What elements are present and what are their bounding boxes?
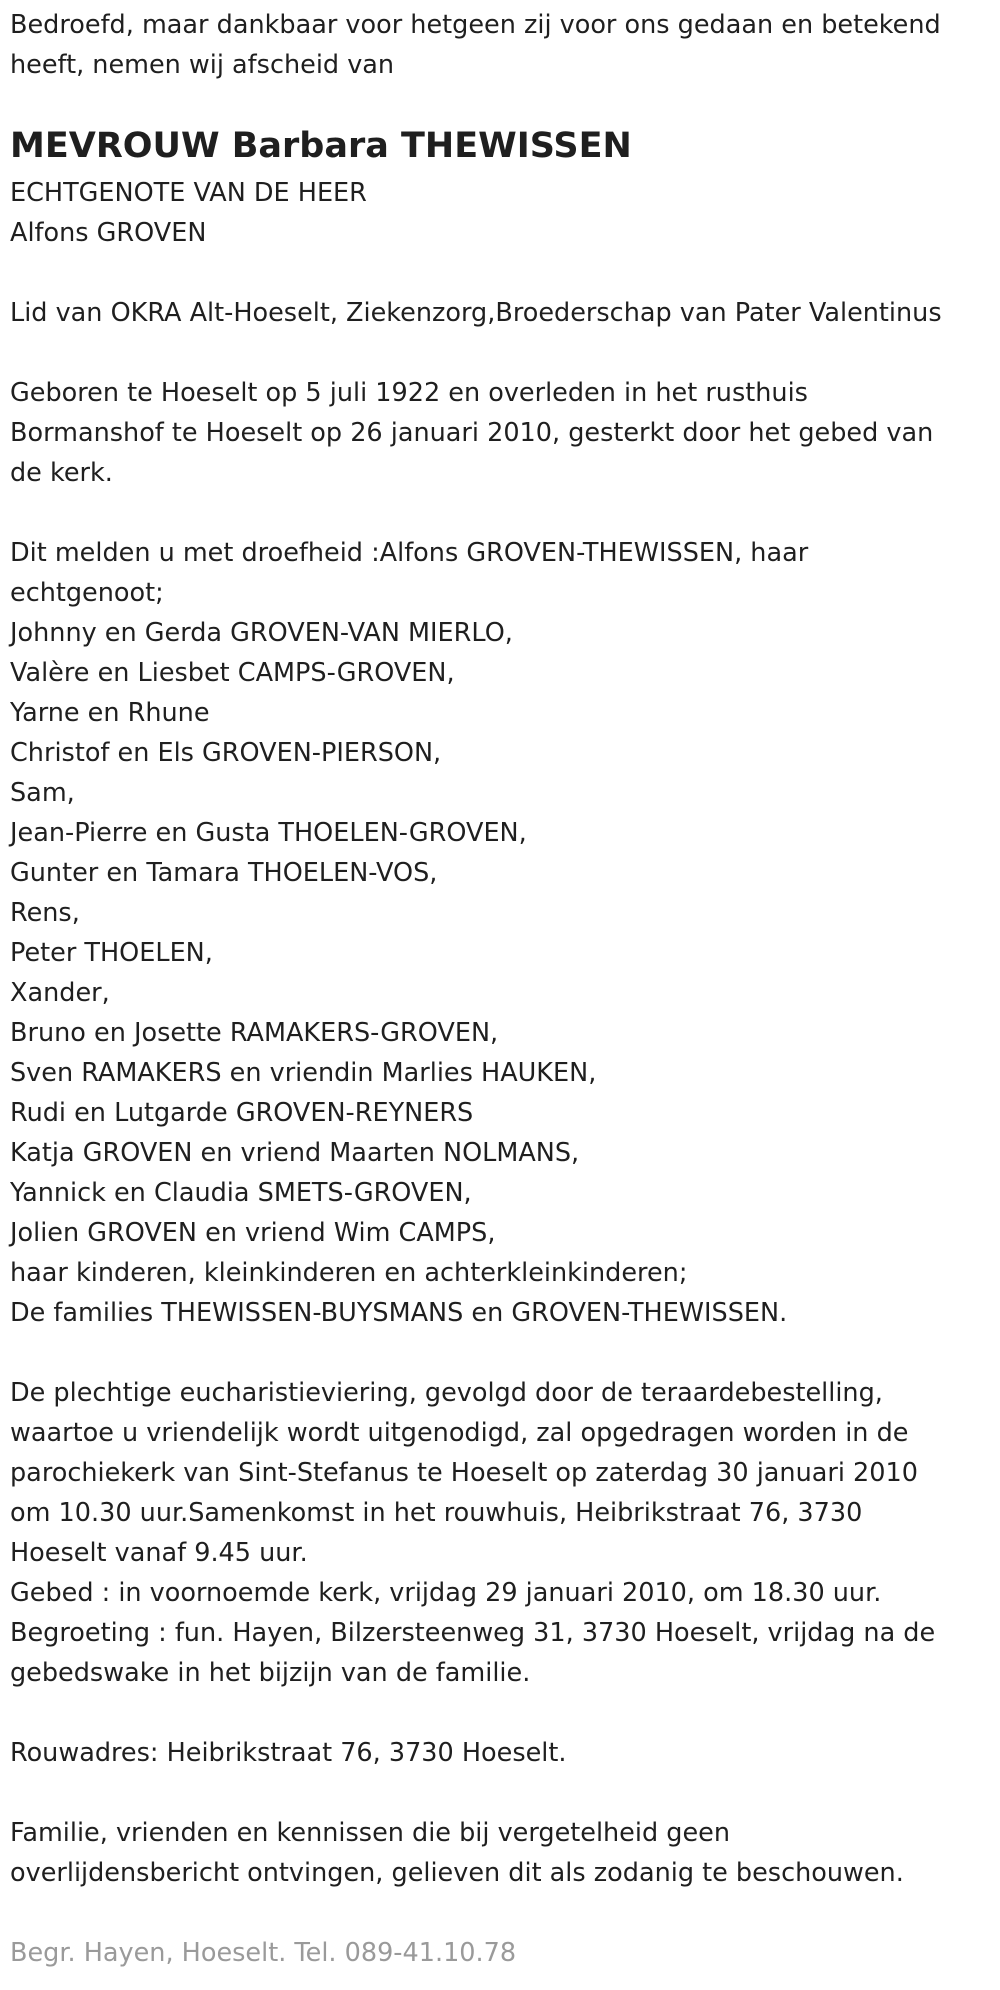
ceremony-line: om 10.30 uur.Samenkomst in het rouwhuis, Heibrikstraat 76, 3730 — [10, 1498, 863, 1528]
intro-line-2: heeft, nemen wij afscheid van — [10, 50, 395, 80]
birth-death-line-1: Geboren te Hoeselt op 5 juli 1922 en overleden in het rusthuis — [10, 378, 808, 408]
family-line: echtgenoot; — [10, 578, 164, 608]
membership-text: Lid van OKRA Alt-Hoeselt, Ziekenzorg,Broederschap van Pater Valentinus — [10, 298, 942, 328]
family-line: Sven RAMAKERS en vriendin Marlies HAUKEN, — [10, 1058, 597, 1088]
family-line: De families THEWISSEN-BUYSMANS en GROVEN-THEWISSEN. — [10, 1298, 788, 1328]
family-line: Gunter en Tamara THOELEN-VOS, — [10, 858, 438, 888]
family-line: Xander, — [10, 978, 110, 1008]
family-line: haar kinderen, kleinkinderen en achterkleinkinderen; — [10, 1258, 688, 1288]
family-line: Rudi en Lutgarde GROVEN-REYNERS — [10, 1098, 474, 1128]
family-line: Christof en Els GROVEN-PIERSON, — [10, 738, 442, 768]
family-line: Yarne en Rhune — [10, 698, 210, 728]
spouse-title: ECHTGENOTE VAN DE HEER — [10, 178, 367, 208]
closing-line-1: Familie, vrienden en kennissen die bij vergetelheid geen — [10, 1818, 730, 1848]
ceremony-line: Hoeselt vanaf 9.45 uur. — [10, 1538, 308, 1568]
family-line: Peter THOELEN, — [10, 938, 213, 968]
ceremony-line: Begroeting : fun. Hayen, Bilzersteenweg 31, 3730 Hoeselt, vrijdag na de — [10, 1618, 936, 1648]
ceremony-line: De plechtige eucharistieviering, gevolgd door de teraardebestelling, — [10, 1378, 883, 1408]
ceremony-line: gebedswake in het bijzijn van de familie. — [10, 1658, 531, 1688]
ceremony-line: parochiekerk van Sint-Stefanus te Hoeselt op zaterdag 30 januari 2010 — [10, 1458, 918, 1488]
family-line: Jolien GROVEN en vriend Wim CAMPS, — [10, 1218, 496, 1248]
deceased-name: MEVROUW Barbara THEWISSEN — [10, 126, 632, 166]
mourning-address: Rouwadres: Heibrikstraat 76, 3730 Hoeselt. — [10, 1738, 567, 1768]
family-line: Sam, — [10, 778, 75, 808]
family-line: Rens, — [10, 898, 80, 928]
funeral-home-footer: Begr. Hayen, Hoeselt. Tel. 089-41.10.78 — [10, 1938, 517, 1968]
ceremony-line: Gebed : in voornoemde kerk, vrijdag 29 januari 2010, om 18.30 uur. — [10, 1578, 882, 1608]
family-line: Yannick en Claudia SMETS-GROVEN, — [10, 1178, 472, 1208]
birth-death-line-2: Bormanshof te Hoeselt op 26 januari 2010, gesterkt door het gebed van — [10, 418, 934, 448]
ceremony-line: waartoe u vriendelijk wordt uitgenodigd, zal opgedragen worden in de — [10, 1418, 909, 1448]
closing-line-2: overlijdensbericht ontvingen, gelieven dit als zodanig te beschouwen. — [10, 1858, 904, 1888]
family-line: Johnny en Gerda GROVEN-VAN MIERLO, — [10, 618, 513, 648]
family-line: Jean-Pierre en Gusta THOELEN-GROVEN, — [10, 818, 527, 848]
family-line: Dit melden u met droefheid :Alfons GROVEN-THEWISSEN, haar — [10, 538, 809, 568]
intro-line-1: Bedroefd, maar dankbaar voor hetgeen zij voor ons gedaan en betekend — [10, 10, 941, 40]
family-line: Valère en Liesbet CAMPS-GROVEN, — [10, 658, 455, 688]
spouse-name: Alfons GROVEN — [10, 218, 207, 248]
family-line: Katja GROVEN en vriend Maarten NOLMANS, — [10, 1138, 580, 1168]
birth-death-line-3: de kerk. — [10, 458, 113, 488]
family-line: Bruno en Josette RAMAKERS-GROVEN, — [10, 1018, 499, 1048]
